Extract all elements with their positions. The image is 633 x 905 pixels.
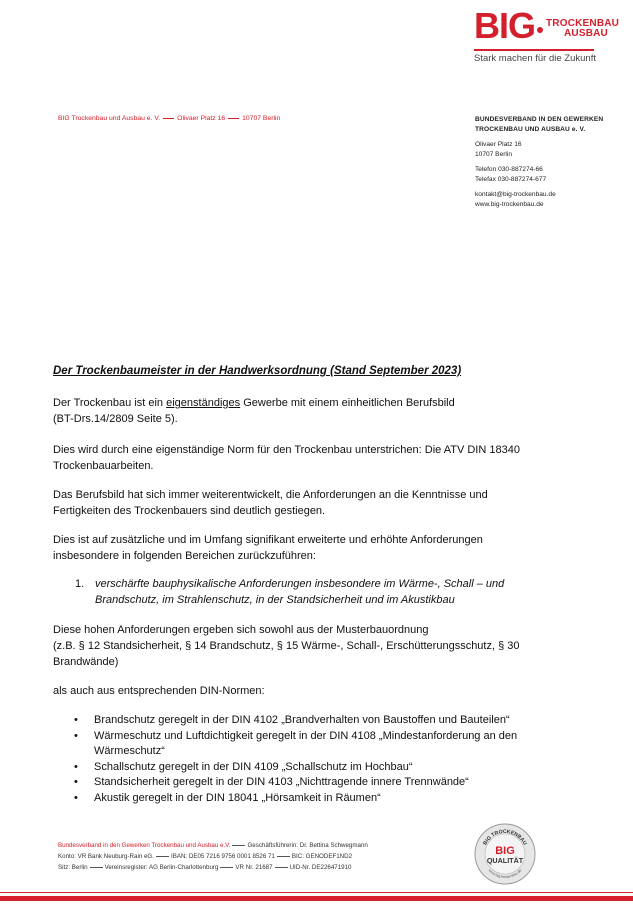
paragraph-6: als auch aus entsprechenden DIN-Normen: (53, 685, 265, 697)
paragraph-2 (53, 442, 553, 474)
logo-divider (474, 49, 594, 51)
footer-uid: UID-Nr. DE226471910 (289, 864, 352, 871)
separator (90, 867, 103, 868)
separator (163, 118, 174, 119)
list-item (74, 791, 517, 807)
paragraph-1 (53, 395, 553, 427)
p3-line1: Das Berufsbild hat sich immer weiterentwickelt, die Anforderungen an die Kenntnisse und (53, 489, 488, 501)
footer-thin-rule (0, 892, 633, 893)
p1-underlined: eigenständiges (166, 397, 241, 409)
seal-bottom-text: www.big-trockenbau.de (487, 868, 523, 880)
footer-org: Bundesverband in den Gewerken Trockenbau und Ausbau e.V. (58, 842, 231, 849)
p5-line3: Brandwände) (53, 656, 119, 668)
separator (277, 856, 290, 857)
footer-red-bar (0, 896, 633, 901)
list-item-continuation (74, 744, 517, 760)
sender-street: Olivaer Platz 16 (177, 115, 226, 122)
bullet-text: Wärmeschutz und Luftdichtigkeit geregelt in der DIN 4108 „Mindestanforderung an den (94, 729, 518, 742)
contact-org-line2: TROCKENBAU UND AUSBAU e. V. (475, 125, 586, 133)
quality-seal (474, 823, 536, 885)
bullet-list (74, 713, 517, 806)
logo-slogan: Stark machen für die Zukunft (474, 53, 596, 64)
contact-block (475, 115, 603, 209)
seal-quality-text: QUALITÄT (486, 856, 524, 865)
p4-line1: Dies ist auf zusätzliche und im Umfang signifikant erweiterte und erhöhte Anforderungen (53, 534, 483, 546)
logo-ausbau-text: AUSBAU (564, 28, 608, 39)
list-line2: Brandschutz, im Strahlenschutz, in der Standsicherheit und im Akustikbau (95, 594, 455, 606)
paragraph-5 (53, 622, 553, 670)
p4-line2: insbesondere in folgenden Bereichen zurückzuführen: (53, 550, 316, 562)
contact-city: 10707 Berlin (475, 150, 513, 158)
p2-line2: Trockenbauarbeiten. (53, 460, 154, 472)
contact-email[interactable]: kontakt@big-trockenbau.de (475, 191, 556, 198)
bullet-icon: • (74, 791, 78, 804)
footer-managing-director: Geschäftsführerin: Dr. Bettina Schwegmann (247, 842, 368, 849)
list-item (74, 729, 517, 745)
footer-vr-number: VR Nr. 21687 (235, 864, 273, 871)
bullet-icon: • (74, 729, 78, 742)
separator (228, 118, 239, 119)
p5-line2: (z.B. § 12 Standsicherheit, § 14 Brandschutz, § 15 Wärme-, Schall-, Erschütterungsschutz, § 30 (53, 640, 520, 652)
sender-org: BIG Trockenbau und Ausbau e. V. (58, 115, 161, 122)
contact-web[interactable]: www.big-trockenbau.de (475, 200, 544, 208)
bullet-text: Brandschutz geregelt in der DIN 4102 „Brandverhalten von Baustoffen und Bauteilen“ (94, 714, 510, 726)
p1-text-a: Der Trockenbau ist ein (53, 397, 167, 409)
separator (275, 867, 288, 868)
list-item (74, 713, 517, 729)
bullet-icon: • (74, 714, 78, 726)
contact-fax: Telefax 030-887274-677 (475, 175, 547, 183)
document-title: Der Trockenbaumeister in der Handwerksordnung (Stand September 2023) (53, 365, 462, 377)
list-line1: verschärfte bauphysikalische Anforderungen insbesondere im Wärme-, Schall – und (95, 578, 505, 590)
list-item (74, 760, 517, 776)
list-item (74, 775, 517, 791)
footer-iban: IBAN: DE05 7216 9756 0001 8526 71 (170, 853, 275, 860)
big-logo (474, 5, 620, 67)
bullet-text: Schallschutz geregelt in der DIN 4109 „Schallschutz im Hochbau“ (94, 760, 413, 773)
contact-phone: Telefon 030-887274-66 (475, 166, 543, 173)
footer-bic: BIC: GENODEF1ND2 (291, 853, 353, 860)
p1-line2: (BT-Drs.14/2809 Seite 5). (53, 413, 178, 425)
list-number: 1. (75, 578, 85, 590)
bullet-text: Akustik geregelt in der DIN 18041 „Hörsamkeit in Räumen“ (94, 791, 381, 804)
seal-top-text: BIG TROCKENBAU (482, 828, 528, 847)
logo-big-text: BIG (474, 5, 536, 46)
separator (220, 867, 233, 868)
separator (156, 856, 169, 857)
paragraph-3 (53, 487, 553, 519)
p5-line1: Diese hohen Anforderungen ergeben sich sowohl aus der Musterbauordnung (53, 624, 429, 636)
footer-register: Vereinsregister: AG Berlin-Charlottenburg (104, 864, 219, 871)
bullet-text: Standsicherheit geregelt in der DIN 4103 „Nichttragende innere Trennwände“ (94, 776, 469, 788)
sender-address-line (58, 114, 280, 124)
p3-line2: Fertigkeiten des Trockenbauers sind deutlich gestiegen. (53, 505, 326, 517)
footer-legal (58, 840, 368, 873)
logo-registered-mark (537, 27, 543, 33)
logo-trockenbau-text: TROCKENBAU (546, 18, 620, 29)
paragraph-4 (53, 532, 553, 564)
separator (232, 845, 245, 846)
bullet-text: Wärmeschutz“ (94, 745, 165, 757)
bullet-icon: • (74, 776, 78, 788)
p2-line1: Dies wird durch eine eigenständige Norm für den Trockenbau unterstrichen: Die ATV DIN 18340 (53, 444, 520, 456)
footer-bank: Konto: VR Bank Neuburg-Rain eG. (58, 853, 154, 860)
bullet-icon: • (74, 760, 78, 773)
contact-street: Olivaer Platz 16 (475, 141, 522, 148)
seal-big-text: BIG (495, 845, 515, 857)
footer-seat: Sitz: Berlin (58, 864, 88, 871)
p1-text-b: Gewerbe mit einem einheitlichen Berufsbild (240, 397, 455, 409)
sender-city: 10707 Berlin (242, 115, 281, 122)
contact-org-line1: BUNDESVERBAND IN DEN GEWERKEN (475, 116, 604, 123)
